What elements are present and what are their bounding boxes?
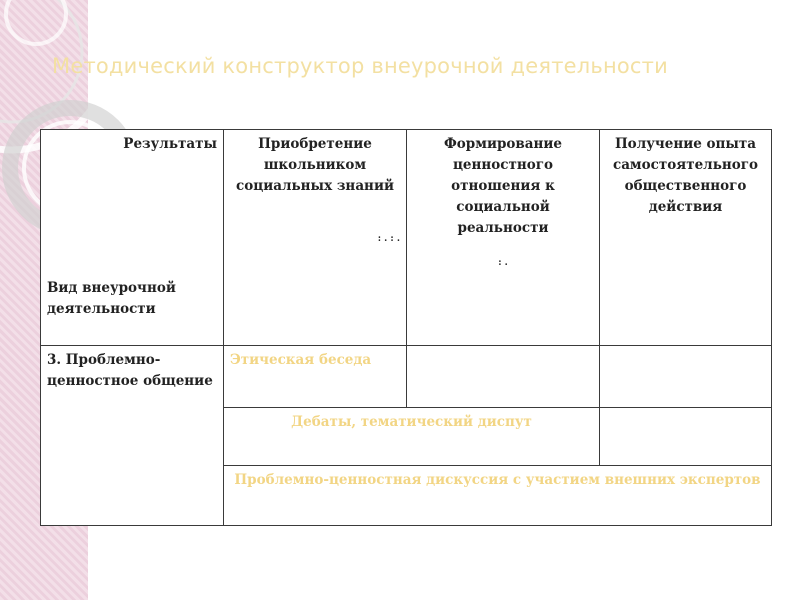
row-label: 3. Проблемно-ценностное общение [47,352,213,389]
cell-ethical-conversation: Этическая беседа [224,346,407,408]
table-header-row [41,130,772,346]
column-header-label: Получение опыта самостоятельного общественного действия [612,136,759,215]
column-header-social-knowledge [224,130,407,346]
corner-header-cell [41,130,224,346]
column-header-label: Приобретение школьником социальных знаний [236,136,394,194]
empty-cell [600,408,772,466]
row-label-cell [41,346,224,526]
cell-debates: Дебаты, тематический диспут [224,408,600,466]
table-row [41,346,772,408]
empty-cell [600,346,772,408]
column-header-social-action [600,130,772,346]
results-label: Результаты [123,136,217,152]
empty-cell [407,346,600,408]
activity-constructor-table [40,129,772,526]
column-dots: : . : . [377,234,400,244]
cell-discussion: Проблемно-ценностная дискуссия с участием внешних экспертов [224,466,772,526]
column-dots: : . [498,258,508,268]
column-header-value-attitude [407,130,600,346]
column-header-label: Формирование ценностного отношения к социальной реальности [443,136,563,236]
activity-type-label: Вид внеурочной деятельности [47,280,176,317]
slide-title: Методический конструктор внеурочной деятельности [52,54,668,78]
